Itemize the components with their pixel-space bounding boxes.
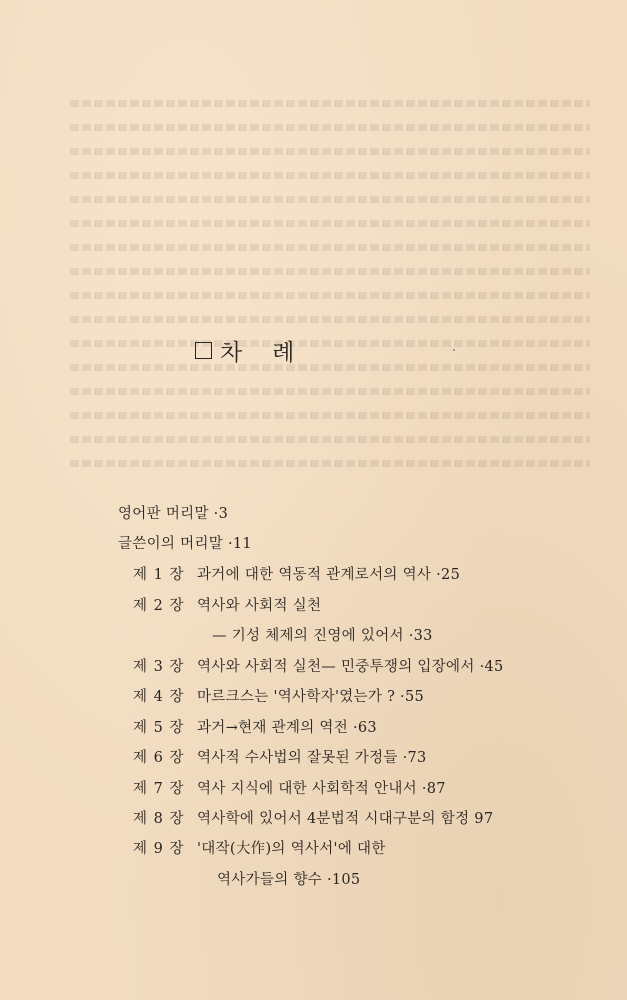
chapter-number: 제 6 장 <box>133 750 185 766</box>
toc-entry-chapter-2-subtitle <box>212 624 433 645</box>
toc-entry-chapter-5 <box>133 716 377 737</box>
toc-entry-chapter-7 <box>133 777 446 798</box>
toc-entry-text: 영어판 머리말 ·3 <box>118 506 229 522</box>
toc-entry-text: 역사와 사회적 실천 <box>197 598 322 614</box>
toc-entry-text: 역사적 수사법의 잘못된 가정들 ·73 <box>197 750 427 766</box>
chapter-number: 제 2 장 <box>133 598 185 614</box>
speck <box>453 349 455 351</box>
toc-entry-chapter-9 <box>133 837 386 858</box>
toc-entry-text: — 기성 체제의 진영에 있어서 ·33 <box>212 628 433 644</box>
toc-entry-chapter-4 <box>133 685 424 706</box>
toc-entry-text: 글쓴이의 머리말 ·11 <box>118 536 252 552</box>
show-through-text <box>70 100 590 520</box>
chapter-number: 제 8 장 <box>133 811 185 827</box>
toc-entry-chapter-2 <box>133 594 321 615</box>
chapter-number: 제 1 장 <box>133 567 185 583</box>
chapter-number: 제 5 장 <box>133 720 185 736</box>
chapter-number: 제 3 장 <box>133 659 185 675</box>
toc-entry-chapter-8 <box>133 807 493 828</box>
square-bullet-icon <box>195 342 212 359</box>
toc-entry-text: 역사가들의 향수 ·105 <box>217 872 361 888</box>
toc-entry-preface-author <box>118 532 252 553</box>
toc-entry-preface-english <box>118 502 228 523</box>
toc-entry-text: 마르크스는 '역사학자'였는가 ? ·55 <box>197 689 425 705</box>
toc-title <box>195 334 296 367</box>
chapter-number: 제 9 장 <box>133 841 185 857</box>
toc-entry-text: '대작(大作)의 역사서'에 대한 <box>197 841 386 857</box>
toc-entry-text: 과거에 대한 역동적 관계로서의 역사 ·25 <box>197 567 461 583</box>
toc-title-text: 차 례 <box>220 340 297 366</box>
toc-entry-text: 역사와 사회적 실천— 민중투쟁의 입장에서 ·45 <box>197 659 504 675</box>
toc-entry-text: 역사 지식에 대한 사회학적 안내서 ·87 <box>197 781 446 797</box>
toc-entry-chapter-3 <box>133 655 504 676</box>
toc-entry-text: 역사학에 있어서 4분법적 시대구분의 함정 97 <box>197 811 494 827</box>
chapter-number: 제 7 장 <box>133 781 185 797</box>
toc-entry-chapter-6 <box>133 746 427 767</box>
toc-entry-chapter-9-continued <box>217 868 360 889</box>
toc-entry-chapter-1 <box>133 563 460 584</box>
chapter-number: 제 4 장 <box>133 689 185 705</box>
toc-entry-text: 과거→현재 관계의 역전 ·63 <box>197 720 377 736</box>
